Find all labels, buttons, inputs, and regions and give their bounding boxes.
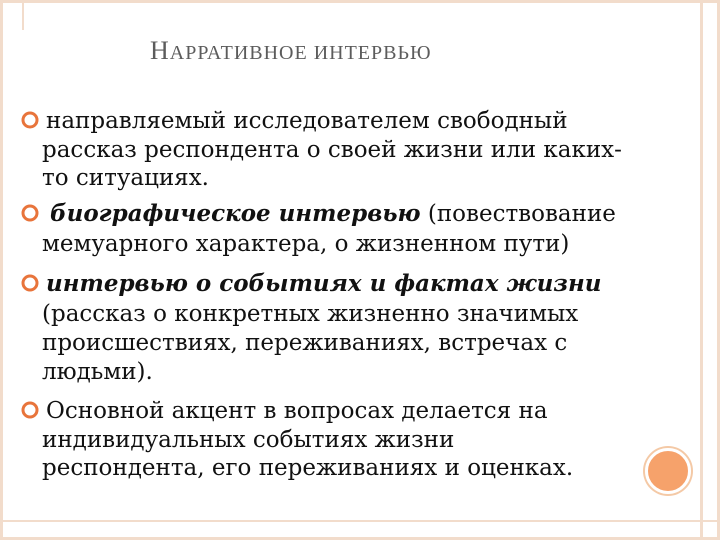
item-3-emphasis: интервью о событиях и фактах жизни <box>46 270 602 297</box>
item-2-rest: (повествование <box>420 201 616 227</box>
bullet-item-1 <box>20 107 660 197</box>
frame-left-line <box>22 0 24 30</box>
item-2-emphasis: биографическое интервью <box>50 200 421 227</box>
slide-title: НАРРАТИВНОЕ ИНТЕРВЬЮ <box>150 36 432 65</box>
open-circle-bullet-icon <box>20 203 40 223</box>
bullet-item-2 <box>20 200 660 260</box>
item-1-line-3: то ситуациях. <box>42 165 209 191</box>
item-3-line-4: людьми). <box>42 359 153 385</box>
item-1-line-1: направляемый исследователем свободный <box>46 108 568 134</box>
frame-right-line <box>700 0 703 540</box>
item-2-line-1 <box>50 200 616 229</box>
frame-bottom-line <box>0 520 720 522</box>
open-circle-bullet-icon <box>20 273 40 293</box>
bullet-item-3 <box>20 270 660 390</box>
item-4-line-3: респондента, его переживаниях и оценках. <box>42 455 574 481</box>
item-2-line-2: мемуарного характера, о жизненном пути) <box>42 231 570 257</box>
item-4-line-2: индивидуальных событиях жизни <box>42 427 455 453</box>
open-circle-bullet-icon <box>20 110 40 130</box>
orange-circle-decoration <box>645 448 691 494</box>
open-circle-bullet-icon <box>20 400 40 420</box>
item-3-line-3: происшествиях, переживаниях, встречах с <box>42 330 568 356</box>
item-1-line-2: рассказ респондента о своей жизни или каких- <box>42 137 622 163</box>
item-4-line-1: Основной акцент в вопросах делается на <box>46 398 548 424</box>
item-3-line-2: (рассказ о конкретных жизненно значимых <box>42 301 579 327</box>
bullet-item-4 <box>20 397 660 487</box>
